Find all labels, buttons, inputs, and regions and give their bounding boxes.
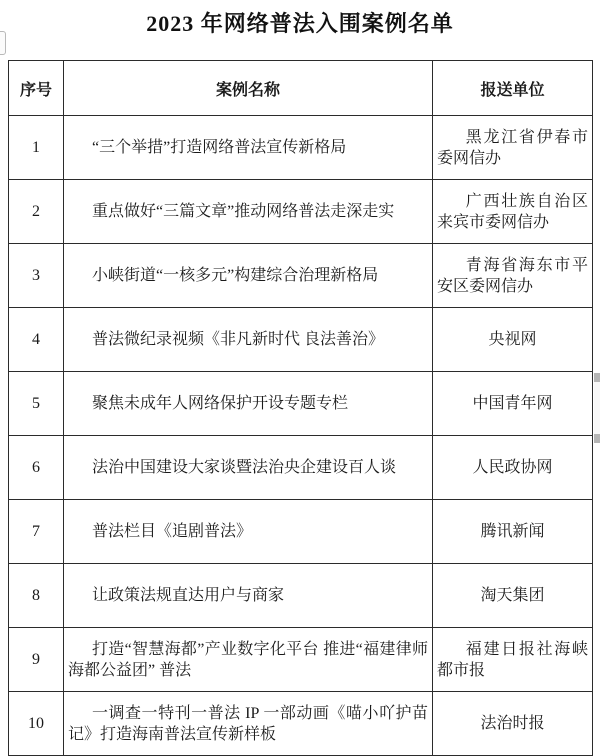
table-row — [9, 628, 593, 692]
header-case-name: 案例名称 — [64, 61, 433, 116]
case-name-text: 法治中国建设大家谈暨法治央企建设百人谈 — [92, 459, 397, 476]
page-title: 2023 年网络普法入围案例名单 — [146, 11, 454, 36]
table-body — [9, 116, 593, 756]
table-row — [9, 692, 593, 756]
table-row — [9, 180, 593, 244]
table-row — [9, 116, 593, 180]
scrollbar-thumb-bottom — [594, 434, 600, 443]
table-row — [9, 308, 593, 372]
unit-text: 淘天集团 — [480, 587, 545, 604]
unit-cell — [433, 372, 593, 436]
case-name-cell — [64, 500, 433, 564]
case-name-text: 普法栏目《追剧普法》 — [92, 523, 253, 540]
table-row — [9, 500, 593, 564]
scrollbar-fragment[interactable] — [594, 373, 600, 443]
case-name-text: 重点做好“三篇文章”推动网络普法走深走实 — [92, 203, 395, 220]
unit-cell — [433, 244, 593, 308]
unit-text: 人民政协网 — [472, 459, 553, 476]
unit-cell — [433, 500, 593, 564]
table-header — [9, 61, 593, 116]
unit-text: 黑龙江省伊春市委网信办 — [437, 128, 588, 167]
row-index: 1 — [9, 116, 64, 180]
unit-text: 广西壮族自治区来宾市委网信办 — [437, 192, 588, 231]
case-name-cell — [64, 628, 433, 692]
table-row — [9, 564, 593, 628]
case-name-text: 让政策法规直达用户与商家 — [92, 587, 285, 604]
case-name-text: 聚焦未成年人网络保护开设专题专栏 — [92, 395, 349, 412]
left-edge-fragment — [0, 31, 6, 55]
case-name-cell — [64, 308, 433, 372]
row-index: 3 — [9, 244, 64, 308]
unit-text: 青海省海东市平安区委网信办 — [437, 256, 588, 295]
scrollbar-thumb-top — [594, 373, 600, 382]
row-index: 4 — [9, 308, 64, 372]
unit-cell — [433, 692, 593, 756]
row-index: 6 — [9, 436, 64, 500]
row-index: 10 — [9, 692, 64, 756]
header-unit: 报送单位 — [433, 61, 593, 116]
unit-cell — [433, 564, 593, 628]
row-index: 2 — [9, 180, 64, 244]
case-name-cell — [64, 692, 433, 756]
case-name-cell — [64, 180, 433, 244]
unit-text: 法治时报 — [480, 715, 545, 732]
unit-text: 央视网 — [488, 331, 537, 348]
row-index: 9 — [9, 628, 64, 692]
row-index: 7 — [9, 500, 64, 564]
row-index: 8 — [9, 564, 64, 628]
case-name-text: 一调查一特刊一普法 IP 一部动画《喵小吖护苗记》打造海南普法宣传新样板 — [68, 704, 428, 743]
row-index: 5 — [9, 372, 64, 436]
unit-text: 腾讯新闻 — [480, 523, 545, 540]
case-name-cell — [64, 436, 433, 500]
table-row — [9, 372, 593, 436]
unit-text: 福建日报社海峡都市报 — [437, 640, 588, 679]
case-name-cell — [64, 244, 433, 308]
unit-cell — [433, 308, 593, 372]
cases-table — [8, 60, 593, 756]
case-name-cell — [64, 564, 433, 628]
unit-cell — [433, 628, 593, 692]
case-name-cell — [64, 372, 433, 436]
case-name-text: 小峡街道“一核多元”构建综合治理新格局 — [92, 267, 379, 284]
case-name-text: “三个举措”打造网络普法宣传新格局 — [92, 139, 347, 156]
unit-cell — [433, 116, 593, 180]
table-row — [9, 244, 593, 308]
header-row — [9, 61, 593, 116]
case-name-text: 普法微纪录视频《非凡新时代 良法善治》 — [92, 331, 385, 348]
case-name-text: 打造“智慧海都”产业数字化平台 推进“福建律师海都公益团” 普法 — [68, 640, 428, 679]
table-row — [9, 436, 593, 500]
unit-cell — [433, 180, 593, 244]
header-index: 序号 — [9, 61, 64, 116]
unit-text: 中国青年网 — [472, 395, 553, 412]
case-name-cell — [64, 116, 433, 180]
unit-cell — [433, 436, 593, 500]
